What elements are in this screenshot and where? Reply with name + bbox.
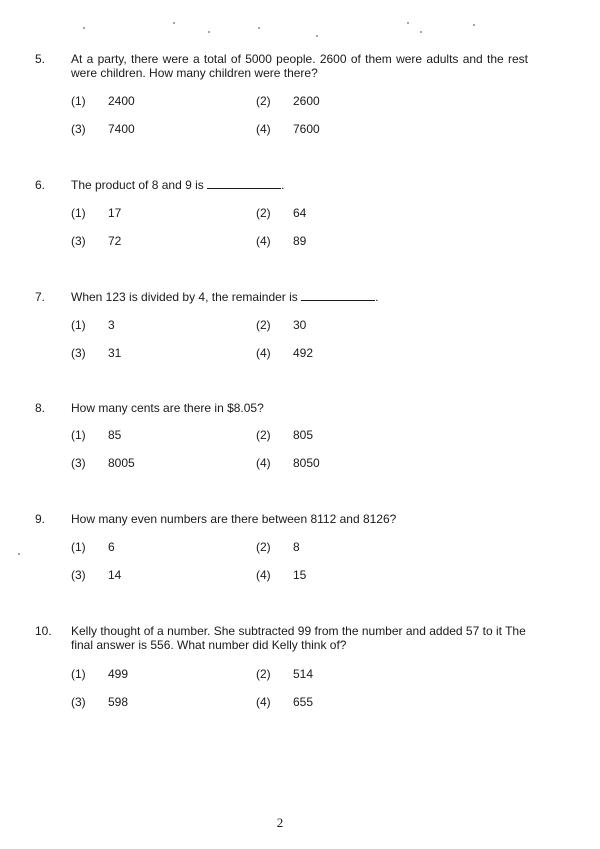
option-value: 85 [108, 428, 122, 442]
option-label: (1) [71, 318, 86, 332]
option-label: (1) [71, 540, 86, 554]
option-value: 2400 [108, 94, 135, 108]
option-label: (1) [71, 667, 86, 681]
question-number: 7. [35, 290, 46, 304]
option-value: 64 [293, 206, 307, 220]
option-label: (3) [71, 234, 86, 248]
scan-speck [473, 24, 475, 26]
option-value: 655 [293, 695, 314, 709]
option-value: 89 [293, 234, 307, 248]
option-label: (3) [71, 695, 86, 709]
option-label: (2) [256, 318, 271, 332]
option-label: (3) [71, 346, 86, 360]
option-label: (4) [256, 234, 271, 248]
option-value: 15 [293, 568, 307, 582]
question-number: 9. [35, 512, 46, 526]
question-text-after: . [375, 290, 379, 304]
question-text [71, 178, 528, 192]
option-label: (4) [256, 568, 271, 582]
option-label: (3) [71, 122, 86, 136]
option-label: (1) [71, 94, 86, 108]
option-value: 7400 [108, 122, 135, 136]
option-value: 17 [108, 206, 122, 220]
option-value: 499 [108, 667, 129, 681]
option-value: 8 [293, 540, 300, 554]
option-value: 492 [293, 346, 314, 360]
option-value: 8050 [293, 456, 320, 470]
question-text: How many cents are there in $8.05? [71, 401, 264, 415]
option-value: 6 [108, 540, 115, 554]
question-number: 6. [35, 178, 46, 192]
option-label: (1) [71, 428, 86, 442]
option-value: 30 [293, 318, 307, 332]
scan-speck [18, 553, 20, 555]
option-label: (2) [256, 667, 271, 681]
option-value: 805 [293, 428, 314, 442]
option-label: (4) [256, 695, 271, 709]
option-value: 7600 [293, 122, 320, 136]
question-text-after: . [281, 178, 285, 192]
option-value: 72 [108, 234, 122, 248]
option-label: (2) [256, 206, 271, 220]
answer-blank [207, 178, 281, 189]
question-text-before: When 123 is divided by 4, the remainder is [71, 290, 298, 304]
option-label: (1) [71, 206, 86, 220]
question-number: 8. [35, 401, 46, 415]
question-text: How many even numbers are there between 8112 and 8126? [71, 512, 397, 526]
question-text: Kelly thought of a number. She subtracted 99 from the number and added 57 to it The final answer is 556. What number did Kelly think of? [71, 624, 526, 652]
scan-speck [316, 35, 318, 37]
answer-blank [301, 290, 375, 301]
question-text-before: The product of 8 and 9 is [71, 178, 204, 192]
option-label: (4) [256, 122, 271, 136]
option-label: (3) [71, 568, 86, 582]
scan-speck [83, 27, 85, 29]
option-value: 31 [108, 346, 122, 360]
option-label: (2) [256, 540, 271, 554]
option-label: (3) [71, 456, 86, 470]
option-value: 8005 [108, 456, 135, 470]
option-value: 2600 [293, 94, 320, 108]
option-label: (4) [256, 346, 271, 360]
page-number: 2 [276, 815, 284, 830]
question-number: 10. [35, 624, 52, 638]
scan-speck [258, 27, 260, 29]
option-value: 3 [108, 318, 115, 332]
option-label: (4) [256, 456, 271, 470]
option-label: (2) [256, 428, 271, 442]
question-number: 5. [35, 52, 46, 66]
question-text: At a party, there were a total of 5000 people. 2600 of them were adults and the rest were children. How many children were there? [71, 52, 528, 80]
scan-speck [407, 22, 409, 24]
option-value: 598 [108, 695, 129, 709]
option-value: 14 [108, 568, 122, 582]
option-value: 514 [293, 667, 314, 681]
question-text [71, 290, 528, 304]
scan-speck [420, 31, 422, 33]
option-label: (2) [256, 94, 271, 108]
scan-speck [208, 31, 210, 33]
scan-speck [173, 22, 175, 24]
